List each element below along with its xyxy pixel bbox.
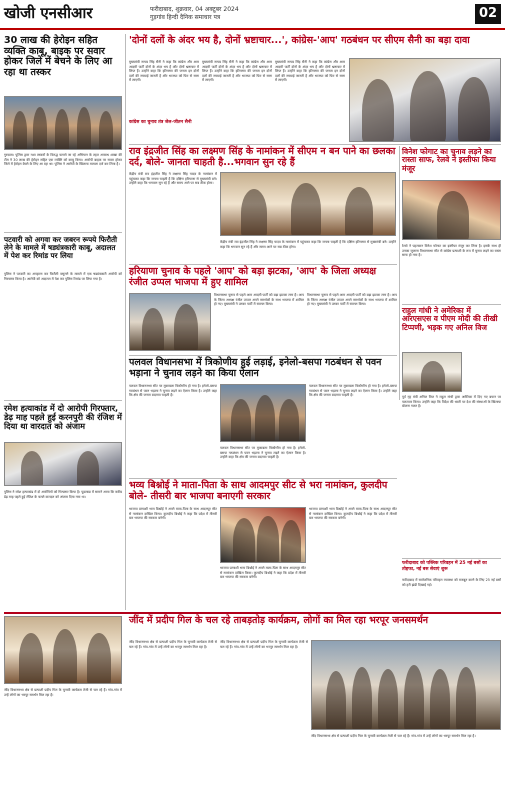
section-divider	[129, 355, 397, 356]
story-10-body-cont: भाजपा प्रत्याशी भव्य बिश्नोई ने अपने माता-पिता के साथ आदमपुर सीट से नामांकन दाखिल किया। कुलदीप बिश्नोई ने कहा कि प्रदेश में तीसरी बार भाजपा की सरकार बनेगी।	[220, 566, 306, 580]
story-7-photo	[220, 384, 306, 442]
column-divider	[125, 34, 126, 234]
story-6-headline: हरियाणा चुनाव के पहले 'आप' को बड़ा झटका, 'आप' के जिला अध्यक्ष रंजीत उप्पल भाजपा में हुए शामिल	[129, 266, 377, 288]
story-12-body: फरीदाबाद में सार्वजनिक परिवहन व्यवस्था को मजबूत करने के लिए 25 नई बसों को हरी झंडी दिखाई गई।	[402, 578, 501, 587]
story-11-body: जींद विधानसभा क्षेत्र से प्रत्याशी प्रदीप गिल के चुनावी कार्यक्रम तेजी से चल रहे हैं। गांव-गांव में उन्हें लोगों का भरपूर समर्थन मिल रहा है।	[4, 688, 122, 697]
issue-date: फरीदाबाद, शुक्रवार, 04 अक्टूबर 2024	[150, 6, 239, 13]
story-3-body: केंद्रीय मंत्री राव इंद्रजीत सिंह ने लक्ष्मण सिंह यादव के नामांकन में पहुंचकर कहा कि जनता चाहती है कि दक्षिण हरियाणा से मुख्यमंत्री बने। उन्होंने कहा कि भगवान सुन रहे हैं और समय आने पर सब ठीक होगा।	[129, 172, 217, 186]
story-10-photo	[220, 507, 306, 563]
story-9-headline: रमेश हत्याकांड में दो आरोपी गिरफ्तार, डेढ़ माह पहले हुई करनपुरी की रंजिश में दिया था वारदात को अंजाम	[4, 403, 122, 432]
story-11-body-cont: जींद विधानसभा क्षेत्र से प्रत्याशी प्रदीप गिल के चुनावी कार्यक्रम तेजी से चल रहे हैं। गांव-गांव में उन्हें लोगों का भरपूर समर्थन मिल रहा है।	[129, 640, 217, 649]
masthead	[0, 0, 505, 30]
story-3-photo	[220, 172, 396, 236]
newspaper-logo: खोजी एनसीआर	[4, 4, 93, 22]
issue-tagline: गुड़गांव हिन्दी दैनिक समाचार पत्र	[150, 14, 221, 21]
story-6-body: विधानसभा चुनाव से पहले आम आदमी पार्टी को बड़ा झटका लगा है। आप के जिला अध्यक्ष रंजीत उप्पल अपने समर्थकों के साथ भाजपा में शामिल हो गए। मुख्यमंत्री ने उनका पार्टी में स्वागत किया।	[214, 293, 304, 307]
story-2-body-cont: मुख्यमंत्री नायब सिंह सैनी ने कहा कि कांग्रेस और आम आदमी पार्टी दोनों के अंदर भय है और दोनों भ्रष्टाचार में लिप्त हैं। उन्होंने कहा कि हरियाणा की जनता इन दोनों दलों की सच्चाई जानती है और भाजपा को फिर से सत्ता में लाएगी।	[202, 60, 272, 83]
story-8-photo	[402, 352, 462, 392]
story-4-body: रेलवे ने पहलवान विनेश फोगाट का इस्तीफा मंजूर कर लिया है। इसके साथ ही उनका जुलाना विधानसभा सीट से कांग्रेस प्रत्याशी के रूप में चुनाव लड़ने का रास्ता साफ हो गया है।	[402, 244, 501, 258]
story-11-photo-right	[311, 640, 501, 730]
story-2-body-cont-2: मुख्यमंत्री नायब सिंह सैनी ने कहा कि कांग्रेस और आम आदमी पार्टी दोनों के अंदर भय है और दोनों भ्रष्टाचार में लिप्त हैं। उन्होंने कहा कि हरियाणा की जनता इन दोनों दलों की सच्चाई जानती है और भाजपा को फिर से सत्ता में लाएगी।	[275, 60, 345, 83]
story-3-headline: राव इंद्रजीत सिंह का लक्ष्मण सिंह के नामांकन में सीएम न बन पाने का छलका दर्द, बोले- जानता चाहती है...भगवान सुन रहे हैं	[129, 146, 396, 168]
story-7-body-cont: पलवल विधानसभा सीट पर मुकाबला त्रिकोणीय हो गया है। इनेलो-बसपा गठबंधन से पवन भड़ाना ने चुनाव लड़ने का ऐलान किया है। उन्होंने कहा कि क्षेत्र की जनता बदलाव चाहती है।	[309, 384, 397, 398]
story-11-photo-left	[4, 616, 122, 684]
story-6-photo	[129, 293, 211, 351]
bottom-section-rule	[4, 612, 501, 614]
story-11-headline: जींद में प्रदीप गिल के चल रहे ताबड़तोड़ कार्यक्रम, लोगों का मिल रहा भरपूर जनसमर्थन	[129, 615, 429, 626]
story-9-body: पुलिस ने रमेश हत्याकांड में दो आरोपियों को गिरफ्तार किया है। पूछताछ में सामने आया कि करीब डेढ़ माह पहले हुई रंजिश के चलते वारदात को अंजाम दिया गया था।	[4, 490, 122, 499]
story-8-body: पूर्व गृह मंत्री अनिल विज ने राहुल गांधी द्वारा अमेरिका में दिए गए बयान पर पलटवार किया। उन्होंने कहा कि विदेश की धरती पर देश की संस्थाओं के खिलाफ बोलना गलत है।	[402, 395, 501, 409]
story-2-photo	[349, 58, 501, 142]
story-10-body-cont-2: भाजपा प्रत्याशी भव्य बिश्नोई ने अपने माता-पिता के साथ आदमपुर सीट से नामांकन दाखिल किया। कुलदीप बिश्नोई ने कहा कि प्रदेश में तीसरी बार भाजपा की सरकार बनेगी।	[309, 507, 397, 521]
page-number: 02	[475, 4, 501, 24]
story-7-body: पलवल विधानसभा सीट पर मुकाबला त्रिकोणीय हो गया है। इनेलो-बसपा गठबंधन से पवन भड़ाना ने चुनाव लड़ने का ऐलान किया है। उन्होंने कहा कि क्षेत्र की जनता बदलाव चाहती है।	[129, 384, 217, 398]
column-divider	[399, 146, 400, 400]
story-2-headline: 'दोनों दलों के अंदर भय है, दोनों भ्रष्टाचार...', कांग्रेस-'आप' गठबंधन पर सीएम सैनी का बड़ा दावा	[129, 35, 470, 46]
section-divider	[402, 304, 501, 305]
story-2-body: मुख्यमंत्री नायब सिंह सैनी ने कहा कि कांग्रेस और आम आदमी पार्टी दोनों के अंदर भय है और दोनों भ्रष्टाचार में लिप्त हैं। उन्होंने कहा कि हरियाणा की जनता इन दोनों दलों की सच्चाई जानती है और भाजपा को फिर से सत्ता में लाएगी।	[129, 60, 199, 83]
story-10-body: भाजपा प्रत्याशी भव्य बिश्नोई ने अपने माता-पिता के साथ आदमपुर सीट से नामांकन दाखिल किया। कुलदीप बिश्नोई ने कहा कि प्रदेश में तीसरी बार भाजपा की सरकार बनेगी।	[129, 507, 217, 521]
story-7-body-cont-2: पलवल विधानसभा सीट पर मुकाबला त्रिकोणीय हो गया है। इनेलो-बसपा गठबंधन से पवन भड़ाना ने चुनाव लड़ने का ऐलान किया है। उन्होंने कहा कि क्षेत्र की जनता बदलाव चाहती है।	[220, 446, 306, 460]
story-12-headline: फरीदाबाद को पब्लिक परिवहन में 25 नई बसों का तोहफा, नई बस सेवाएं शुरू	[402, 561, 487, 572]
story-9-photo	[4, 442, 122, 486]
story-2-byline: कांग्रेस का चुनाव तंत्र जेल-जीतन सैनी	[129, 120, 192, 125]
story-4-photo	[402, 180, 501, 240]
story-7-headline: पलवल विधानसभा में त्रिकोणीय हुई लड़ाई, इनेलो-बसपा गठबंधन से पवन भड़ाना ने चुनाव लड़ने का किया ऐलान	[129, 357, 382, 379]
story-5-headline: पटवारी को अगवा कर जबरन रूपये फिरौती लेने के मामले में षड्यंत्रकारी काबू, अदालत में पेश कर रिमांड पर लिया	[4, 235, 117, 261]
column-divider	[125, 234, 126, 400]
story-1-headline: 30 लाख की हेरोइन सहित व्यक्ति काबू, बाइक पर सवार होकर जिले में बेचने के लिए आ रहा था तस्कर	[4, 35, 113, 78]
section-divider	[402, 558, 501, 559]
issue-meta	[150, 6, 239, 22]
story-6-body-cont: विधानसभा चुनाव से पहले आम आदमी पार्टी को बड़ा झटका लगा है। आप के जिला अध्यक्ष रंजीत उप्पल अपने समर्थकों के साथ भाजपा में शामिल हो गए। मुख्यमंत्री ने उनका पार्टी में स्वागत किया।	[307, 293, 397, 307]
section-divider	[4, 232, 122, 233]
section-divider	[129, 144, 501, 145]
section-divider	[129, 264, 397, 265]
section-divider	[4, 400, 122, 401]
column-divider	[125, 400, 126, 610]
story-11-body-cont-2: जींद विधानसभा क्षेत्र से प्रत्याशी प्रदीप गिल के चुनावी कार्यक्रम तेजी से चल रहे हैं। गांव-गांव में उन्हें लोगों का भरपूर समर्थन मिल रहा है।	[220, 640, 308, 649]
story-5-body: पुलिस ने पटवारी का अपहरण कर फिरौती वसूलने के मामले में एक षड्यंत्रकारी आरोपी को गिरफ्तार किया है। आरोपी को अदालत में पेश कर पुलिस रिमांड पर लिया गया है।	[4, 272, 122, 281]
story-1-photo	[4, 96, 122, 150]
story-3-body-cont: केंद्रीय मंत्री राव इंद्रजीत सिंह ने लक्ष्मण सिंह यादव के नामांकन में पहुंचकर कहा कि जनता चाहती है कि दक्षिण हरियाणा से मुख्यमंत्री बने। उन्होंने कहा कि भगवान सुन रहे हैं और समय आने पर सब ठीक होगा।	[220, 240, 396, 249]
story-8-headline: राहुल गांधी ने अमेरिका में आरएसएस व पीएम मोदी की तीखी टिप्पणी, भड़क गए अनिल विज	[402, 306, 498, 332]
story-4-headline: विनेश फोगाट का चुनाव लड़ने का रास्ता साफ, रेलवे ने इस्तीफा किया मंजूर	[402, 147, 496, 173]
story-11-body-cont-3: जींद विधानसभा क्षेत्र से प्रत्याशी प्रदीप गिल के चुनावी कार्यक्रम तेजी से चल रहे हैं। गांव-गांव में उन्हें लोगों का भरपूर समर्थन मिल रहा है।	[311, 734, 476, 738]
section-divider	[129, 478, 397, 479]
story-10-headline: भव्य बिश्नोई ने माता-पिता के साथ आदमपुर सीट से भरा नामांकन, कुलदीप बोले- तीसरी बार भाजपा बनाएगी सरकार	[129, 480, 388, 502]
story-1-body: गुरुग्राम। पुलिस द्वारा नशा तस्करों के विरुद्ध चलाये जा रहे अभियान के तहत अपराध शाखा की टीम ने 30 लाख की हेरोइन सहित एक व्यक्ति को काबू किया। आरोपी बाइक पर सवार होकर जिले में हेरोइन बेचने के लिए आ रहा था। पुलिस ने आरोपी के खिलाफ मामला दर्ज कर लिया है।	[4, 153, 122, 167]
